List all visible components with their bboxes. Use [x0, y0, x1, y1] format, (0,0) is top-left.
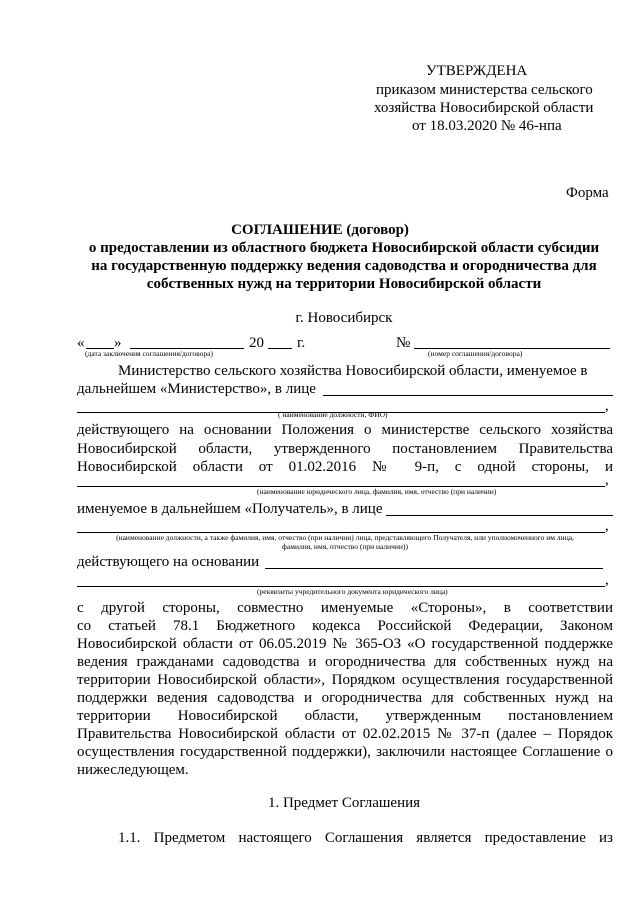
comma-3: ,: [605, 518, 609, 534]
p2-line-3: Новосибирской области от 01.02.2016 № 9-п, с одной стороны, и: [77, 459, 613, 475]
form-label: Форма: [566, 185, 609, 201]
clause-1-1: 1.1. Предметом настоящего Соглашения является предоставление из: [118, 830, 613, 846]
city: г. Новосибирск: [295, 310, 393, 326]
charter-field[interactable]: [265, 568, 603, 569]
p5-line: поддержки ведения садоводства и огородничества для собственных нужд на: [77, 690, 613, 706]
p5-line: Правительства Новосибирской области от 02.02.2015 № 37-п (далее – Порядок: [77, 726, 613, 742]
p2-line-1: действующего на основании Положения о министерстве сельского хозяйства: [77, 422, 613, 438]
p5-line: Новосибирской области от 06.05.2019 № 365-ОЗ «О государственной поддержке: [77, 636, 613, 652]
approval-line-2: хозяйства Новосибирской области: [374, 100, 594, 116]
p5-line: со статьей 78.1 Бюджетного кодекса Российской Федерации, Законом: [77, 618, 613, 634]
number-caption: (номер соглашения/договора): [428, 349, 523, 358]
representative-field[interactable]: [386, 515, 613, 516]
title-line-2: о предоставлении из областного бюджета Новосибирской области субсидии: [88, 240, 600, 256]
comma-1: ,: [605, 398, 609, 414]
caption-legal: (наименование юридического лица, фамилия, имя, отчество (при наличии): [257, 487, 497, 496]
approval-heading: УТВЕРЖДЕНА: [426, 63, 528, 79]
caption-charter: (реквизиты учредительного документа юридического лица): [257, 587, 448, 596]
date-caption: (дата заключения соглашения/договора): [85, 349, 214, 358]
official-name-field[interactable]: [323, 395, 613, 396]
caption-official: ( наименование должности, ФИО): [278, 410, 388, 419]
p5-line: территории Новосибирской области, утвержденным постановлением: [77, 708, 613, 724]
title-line-3: на государственную поддержку ведения садоводства и огородничества для: [91, 258, 597, 274]
p1-line-1: Министерство сельского хозяйства Новосибирской области, именуемое в: [118, 363, 588, 379]
p2-line-2: Новосибирской области, утвержденного постановлением Правительства: [77, 441, 613, 457]
p4-line-1: действующего на основании: [77, 554, 260, 570]
date-year-prefix: 20: [249, 335, 264, 351]
section-1-heading: 1. Предмет Соглашения: [267, 795, 421, 811]
approval-line-3: от 18.03.2020 № 46-нпа: [412, 118, 562, 134]
number-sign: №: [396, 335, 411, 351]
p5-last-line: нижеследующем.: [77, 762, 189, 778]
date-year-suffix: г.: [297, 335, 306, 351]
caption-rep-2: фамилия, имя, отчество (при наличии)): [282, 542, 408, 551]
date-quote-close: »: [114, 335, 122, 351]
date-year-field[interactable]: [268, 348, 292, 349]
comma-4: ,: [605, 572, 609, 588]
title-line-1: СОГЛАШЕНИЕ (договор): [231, 222, 409, 238]
p3-line-1: именуемое в дальнейшем «Получатель», в лице: [77, 501, 383, 517]
title-line-4: собственных нужд на территории Новосибирской области: [146, 276, 542, 292]
approval-line-1: приказом министерства сельского: [376, 82, 593, 98]
p5-line: с другой стороны, совместно именуемые «Стороны», в соответствии: [77, 600, 613, 616]
caption-rep-1: (наименование должности, а также фамилия, имя, отчество (при наличии) лица, представляющего Получателя, или уполномоченного им лица,: [116, 533, 574, 542]
date-quote-open: «: [77, 335, 85, 351]
p5-line: осуществления государственной поддержки), заключили настоящее Соглашение о: [77, 744, 613, 760]
p1-line-2: дальнейшем «Министерство», в лице: [77, 381, 316, 397]
p5-line: ведения гражданами садоводства и огородничества для собственных нужд на: [77, 654, 613, 670]
comma-2: ,: [605, 472, 609, 488]
p5-line: территории Новосибирской области», Порядком осуществления государственной: [77, 672, 613, 688]
